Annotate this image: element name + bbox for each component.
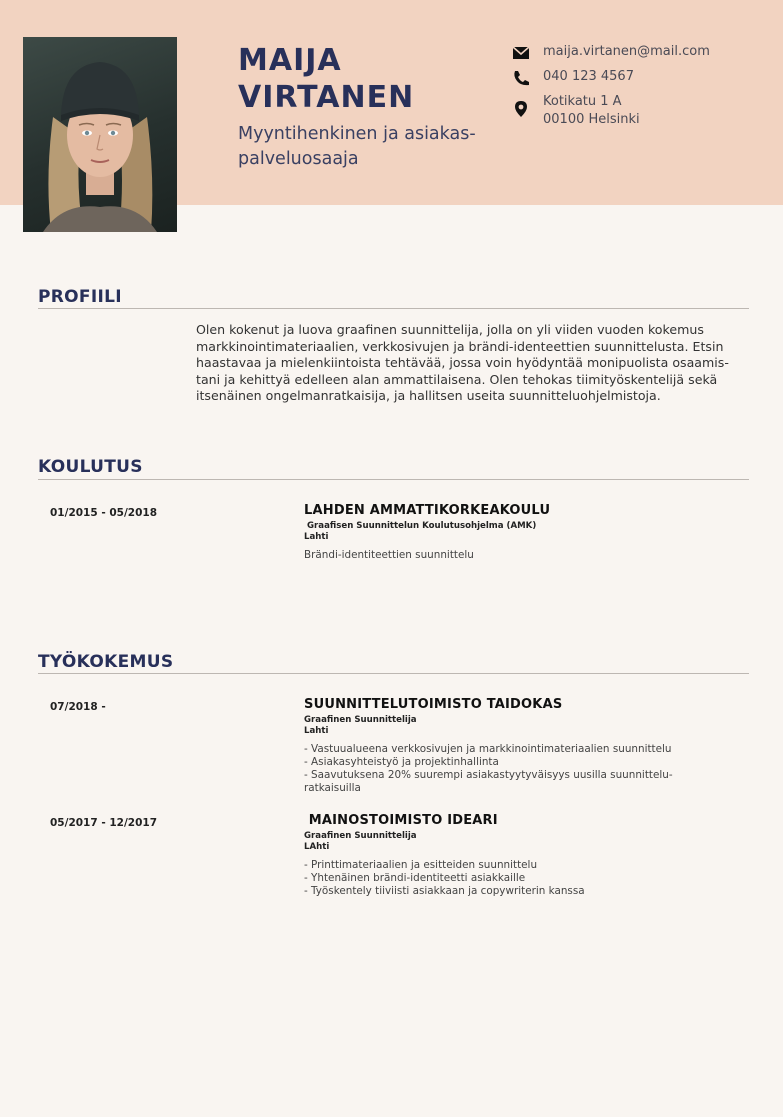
profile-heading: PROFIILI [38,287,122,307]
education-date: 01/2015 - 05/2018 [50,507,158,519]
profile-line: markkinointimateriaalien, verkkosivujen ja brändi-identeettien suunnittelusta. Etsin [196,338,724,354]
phone-text[interactable]: 040 123 4567 [543,69,634,84]
experience-desc-line: - Printtimateriaalien ja esitteiden suunnittelu [304,859,538,871]
address-text [543,93,640,129]
education-program: Graafisen Suunnittelun Koulutusohjelma (AMK) [304,521,537,531]
contact-address-row [511,93,771,129]
experience-entry [304,813,744,898]
contact-block [511,43,771,135]
address-line: 00100 Helsinki [543,112,640,127]
education-org: LAHDEN AMMATTIKORKEAKOULU [304,503,551,518]
contact-phone-row [511,68,771,87]
section-divider [38,479,749,480]
experience-desc [304,859,744,898]
full-name [238,42,414,116]
contact-email-row [511,43,771,62]
experience-date: 05/2017 - 12/2017 [50,817,158,829]
experience-place: LAhti [304,842,330,852]
experience-role: Graafinen Suunnittelija [304,715,417,725]
education-entry [304,503,744,562]
experience-heading: TYÖKOKEMUS [38,652,174,672]
first-name: MAIJA [238,43,342,78]
phone-icon [511,69,531,87]
job-title-line: palveluosaaja [238,149,359,169]
experience-date: 07/2018 - [50,701,106,713]
education-heading: KOULUTUS [38,457,143,477]
experience-org: SUUNNITTELUTOIMISTO TAIDOKAS [304,697,563,712]
profile-line: Olen kokenut ja luova graafinen suunnittelija, jolla on yli viiden vuoden kokemus [196,322,704,337]
profile-line: haastavaa ja mielenkiintoista tehtävää, jossa voin hyödyntää monipuolista osaamis- [196,355,729,370]
job-title-line: Myyntihenkinen ja asiakas- [238,124,476,144]
last-name: VIRTANEN [238,80,415,115]
experience-place: Lahti [304,726,329,736]
experience-desc-line: - Työskentely tiiviisti asiakkaan ja copywriterin kanssa [304,885,585,897]
profile-photo [23,37,177,232]
experience-desc-line: - Vastuualueena verkkosivujen ja markkinointimateriaalien suunnittelu [304,743,672,755]
education-place: Lahti [304,532,329,542]
profile-line: tani ja kehittyä edelleen alan ammattilaisena. Olen tehokas tiimityöskentelijä sekä [196,371,718,387]
email-text[interactable]: maija.virtanen@mail.com [543,44,710,59]
location-icon [511,100,531,118]
experience-org: MAINOSTOIMISTO IDEARI [304,813,498,828]
experience-desc-line: - Saavutuksena 20% suurempi asiakastyytyväisyys uusilla suunnittelu- [304,769,673,781]
job-title [238,122,523,172]
profile-text [196,322,752,405]
experience-desc-line: - Yhtenäinen brändi-identiteetti asiakkaille [304,872,526,884]
profile-line: itsenäinen ongelmanratkaisija, ja hallitsen useita suunnitteluohjelmistoja. [196,388,661,403]
education-desc [304,549,744,562]
experience-entry [304,697,744,795]
address-line: Kotikatu 1 A [543,94,622,109]
email-icon [511,44,531,62]
experience-desc-line: - Asiakasyhteistyö ja projektinhallinta [304,756,499,768]
experience-desc [304,743,744,795]
experience-desc-line: ratkaisuilla [304,782,361,794]
experience-role: Graafinen Suunnittelija [304,831,417,841]
education-desc-line: Brändi-identiteettien suunnittelu [304,549,474,561]
section-divider [38,308,749,309]
section-divider [38,673,749,674]
